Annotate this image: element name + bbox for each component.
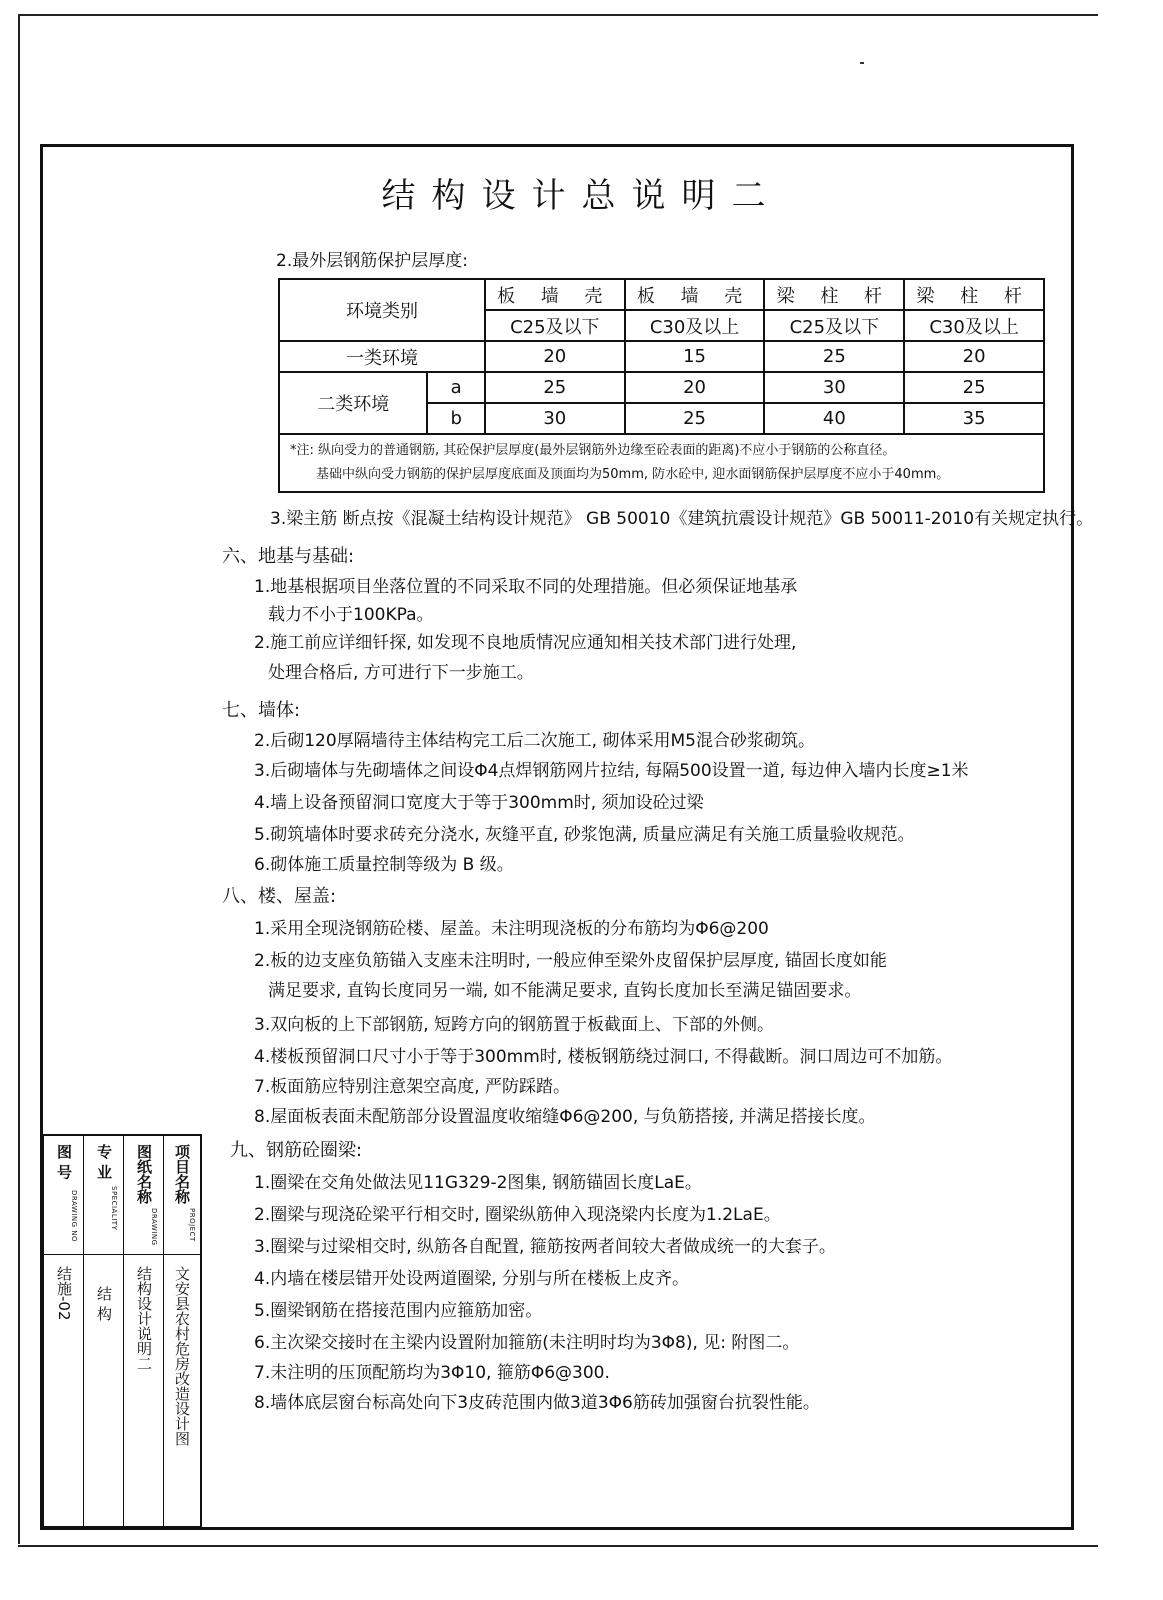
table-cell: 25: [764, 341, 904, 372]
section-line: 满足要求, 直钩长度同另一端, 如不能满足要求, 直钩长度加长至满足锚固要求。: [268, 981, 862, 1001]
title-block: [42, 1134, 202, 1528]
tb-specialty: 结 构: [95, 1286, 113, 1321]
col-head: 板 墙 壳: [625, 279, 765, 310]
section-heading: 六、地基与基础:: [222, 546, 355, 567]
section-line: 处理合格后, 方可进行下一步施工。: [268, 663, 534, 683]
tb-col-specialty: [84, 1136, 124, 1526]
row-sub-label: a: [427, 372, 484, 403]
scan-speck: [860, 62, 864, 64]
section-line: 8.墙体底层窗台标高处向下3皮砖范围内做3道3Φ6筋砖加强窗台抗裂性能。: [254, 1393, 820, 1413]
env-label: 环境类别: [279, 279, 485, 341]
section-line: 4.内墙在楼层错开处设两道圈梁, 分别与所在楼板上皮齐。: [254, 1269, 690, 1289]
table-cell: 20: [485, 341, 625, 372]
tb-specialty-label: 专 业: [95, 1144, 113, 1180]
tb-drawing-label: 图纸名称: [135, 1144, 153, 1204]
section-line: 1.采用全现浇钢筋砼楼、屋盖。未注明现浇板的分布筋均为Φ6@200: [254, 919, 769, 939]
page-title: 结构设计总说明二: [381, 176, 782, 216]
section-line: 7.板面筋应特别注意架空高度, 严防踩踏。: [254, 1077, 571, 1097]
tb-project-name: 文安县农村危房改造设计图: [173, 1266, 191, 1446]
col-grade: C30及以上: [904, 310, 1044, 341]
section-line: 7.未注明的压顶配筋均为3Φ10, 箍筋Φ6@300.: [254, 1363, 610, 1383]
section-line: 5.砌筑墙体时要求砖充分浇水, 灰缝平直, 砂浆饱满, 质量应满足有关施工质量验收规范。: [254, 825, 915, 845]
sheet-border-left: [18, 14, 20, 1544]
section-heading: 八、楼、屋盖:: [222, 886, 337, 907]
col-grade: C25及以下: [764, 310, 904, 341]
section-line: 1.圈梁在交角处做法见11G329-2图集, 钢筋锚固长度LaE。: [254, 1173, 702, 1193]
row-sub-label: b: [427, 403, 484, 434]
table-cell: 30: [764, 372, 904, 403]
tb-drawing-en: DRAWING: [150, 1208, 158, 1246]
tb-drawing-name: 结构设计说明二: [135, 1266, 153, 1371]
section-line: 4.墙上设备预留洞口宽度大于等于300mm时, 须加设砼过梁: [254, 793, 704, 813]
section-line: 4.楼板预留洞口尺寸小于等于300mm时, 楼板钢筋绕过洞口, 不得截断。洞口周边可不加筋。: [254, 1047, 953, 1067]
section-line: 6.砌体施工质量控制等级为 B 级。: [254, 855, 514, 875]
col-grade: C25及以下: [485, 310, 625, 341]
table-cell: 20: [904, 341, 1044, 372]
section-line: 2.后砌120厚隔墙待主体结构完工后二次施工, 砌体采用M5混合砂浆砌筑。: [254, 731, 815, 751]
cover-thickness-table: [278, 278, 1045, 493]
table-cell: 25: [904, 372, 1044, 403]
item-3: 3.梁主筋 断点按《混凝土结构设计规范》 GB 50010《建筑抗震设计规范》GB 50011-2010有关规定执行。: [270, 509, 1094, 529]
note-line: *注: 纵向受力的普通钢筋, 其砼保护层厚度(最外层钢筋外边缘至砼表面的距离)不应小于钢筋的公称直径。: [290, 443, 896, 458]
table-cell: 15: [625, 341, 765, 372]
row-label: 二类环境: [279, 372, 427, 434]
table-cell: 35: [904, 403, 1044, 434]
tb-col-drawing-no: [44, 1136, 84, 1526]
section-heading: 七、墙体:: [222, 700, 301, 721]
cover-heading: 2.最外层钢筋保护层厚度:: [276, 251, 468, 271]
tb-specialty-en: SPECIALITY: [110, 1186, 118, 1231]
section-line: 3.圈梁与过梁相交时, 纵筋各自配置, 箍筋按两者间较大者做成统一的大套子。: [254, 1237, 836, 1257]
table-cell: 25: [625, 403, 765, 434]
section-line: 5.圈梁钢筋在搭接范围内应箍筋加密。: [254, 1301, 543, 1321]
sheet-border-bottom: [18, 1545, 1098, 1547]
section-line: 2.板的边支座负筋锚入支座未注明时, 一般应伸至梁外皮留保护层厚度, 锚固长度如能: [254, 951, 887, 971]
section-line: 2.圈梁与现浇砼梁平行相交时, 圈梁纵筋伸入现浇梁内长度为1.2LaE。: [254, 1205, 781, 1225]
section-heading: 九、钢筋砼圈梁:: [230, 1140, 363, 1161]
tb-divider: [44, 1254, 200, 1255]
section-line: 8.屋面板表面未配筋部分设置温度收缩缝Φ6@200, 与负筋搭接, 并满足搭接长度。: [254, 1107, 876, 1127]
sheet-border-top: [18, 14, 1098, 16]
col-head: 梁 柱 杆: [904, 279, 1044, 310]
table-cell: 30: [485, 403, 625, 434]
row-label: 一类环境: [279, 341, 485, 372]
col-head: 板 墙 壳: [485, 279, 625, 310]
tb-drawing-no: 结施-02: [55, 1266, 73, 1321]
table-note: [279, 434, 1044, 492]
section-line: 1.地基根据项目坐落位置的不同采取不同的处理措施。但必须保证地基承: [254, 577, 798, 597]
col-grade: C30及以上: [625, 310, 765, 341]
note-line: 基础中纵向受力钢筋的保护层厚度底面及顶面均为50mm, 防水砼中, 迎水面钢筋保护层厚度不应小于40mm。: [316, 467, 950, 482]
table-cell: 40: [764, 403, 904, 434]
tb-drawing-no-label: 图 号: [55, 1144, 73, 1180]
section-line: 2.施工前应详细钎探, 如发现不良地质情况应通知相关技术部门进行处理,: [254, 633, 797, 653]
tb-project-label: 项目名称: [173, 1144, 191, 1204]
section-line: 载力不小于100KPa。: [268, 605, 434, 625]
table-cell: 25: [485, 372, 625, 403]
tb-drawing-no-en: DRAWING NO: [70, 1190, 78, 1242]
section-line: 3.后砌墙体与先砌墙体之间设Φ4点焊钢筋网片拉结, 每隔500设置一道, 每边伸入墙内长度≥1米: [254, 761, 969, 781]
section-line: 3.双向板的上下部钢筋, 短跨方向的钢筋置于板截面上、下部的外侧。: [254, 1015, 775, 1035]
tb-project-en: PROJECT: [188, 1208, 196, 1242]
col-head: 梁 柱 杆: [764, 279, 904, 310]
table-cell: 20: [625, 372, 765, 403]
section-line: 6.主次梁交接时在主梁内设置附加箍筋(未注明时均为3Φ8), 见: 附图二。: [254, 1333, 800, 1353]
